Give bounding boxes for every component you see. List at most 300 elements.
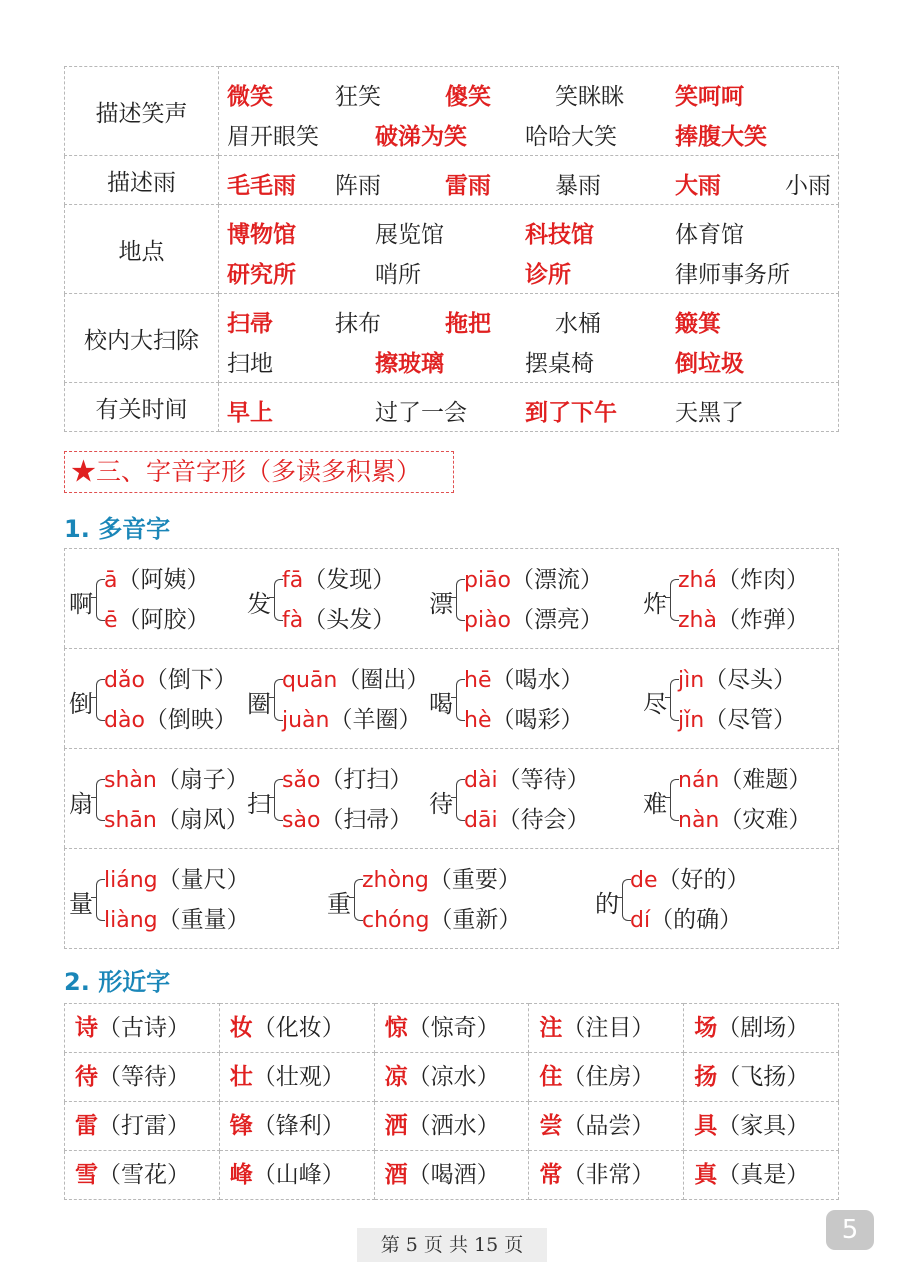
vocab-word: 扫地: [227, 351, 273, 377]
similar-word: 家具: [740, 1113, 787, 1139]
similar-cell: [529, 1151, 684, 1200]
reading-line: [282, 601, 395, 641]
similar-cell: [65, 1151, 220, 1200]
similar-cell: [374, 1151, 529, 1200]
brace-tip-icon: [665, 597, 671, 598]
example-word: 待会: [520, 807, 567, 833]
paren-close: ）: [773, 707, 797, 733]
vocab-word: 倒垃圾: [675, 350, 744, 377]
similar-char: 具: [694, 1112, 718, 1139]
example-word: 倒下: [167, 667, 214, 693]
brace-tip-icon: [91, 597, 97, 598]
paren-open: （: [252, 1113, 276, 1139]
paren-open: （: [562, 1015, 586, 1041]
reading-line: [678, 661, 796, 701]
vocab-row: [65, 67, 839, 156]
brace-tip-icon: [451, 597, 457, 598]
paren-close: ）: [785, 607, 809, 633]
paren-open: （: [562, 1162, 586, 1188]
paren-close: ）: [321, 1113, 345, 1139]
vocab-word: 大雨: [675, 172, 721, 199]
reading-line: [678, 801, 811, 841]
vocab-word: 早上: [227, 399, 273, 426]
paren-open: （: [98, 1162, 121, 1188]
pinyin: hè: [464, 708, 492, 733]
paren-open: （: [156, 807, 180, 833]
pinyin: dāi: [464, 808, 498, 833]
example-word: 好的: [680, 867, 727, 893]
similar-char: 场: [694, 1014, 718, 1041]
pinyin: sǎo: [282, 768, 321, 793]
polyphone-char: 扫: [247, 790, 271, 818]
similar-cell: [65, 1004, 220, 1053]
reading-line: [464, 661, 583, 701]
similar-word: 凉水: [430, 1064, 477, 1090]
paren-open: （: [650, 907, 674, 933]
similar-word: 等待: [121, 1064, 167, 1090]
paren-close: ）: [580, 567, 604, 593]
vocab-words: [219, 383, 839, 432]
reading-line: [678, 761, 811, 801]
brace-tip-icon: [91, 897, 97, 898]
similar-char: 住: [539, 1063, 563, 1090]
paren-open: （: [407, 1015, 431, 1041]
similar-char: 诗: [75, 1014, 98, 1041]
pinyin: ē: [104, 608, 118, 633]
polyphone-char: 待: [429, 790, 453, 818]
vocab-word: 哈哈大笑: [525, 124, 617, 150]
pinyin: juàn: [282, 708, 330, 733]
pinyin: hē: [464, 668, 492, 693]
similar-heading: [64, 962, 170, 997]
example-word: 喝彩: [514, 707, 561, 733]
similar-word: 锋利: [275, 1113, 322, 1139]
vocab-word: 狂笑: [335, 84, 381, 110]
example-word: 重新: [452, 907, 499, 933]
vocab-words: [219, 156, 839, 205]
reading-line: [464, 801, 590, 841]
pinyin: chóng: [362, 908, 430, 933]
pinyin: shàn: [104, 768, 157, 793]
paren-open: （: [144, 667, 168, 693]
pinyin: nán: [678, 768, 720, 793]
paren-open: （: [497, 807, 521, 833]
polyphone-char: 扇: [69, 790, 93, 818]
example-word: 灾难: [742, 807, 789, 833]
vocab-word: 到了下午: [525, 399, 617, 426]
vocab-word: 抹布: [335, 311, 381, 337]
vocab-words: [219, 294, 839, 383]
reading-line: [282, 561, 395, 601]
vocab-line: [223, 338, 838, 378]
example-word: 等待: [520, 767, 567, 793]
paren-open: （: [717, 1113, 741, 1139]
polyphone-char: 尽: [643, 690, 667, 718]
paren-open: （: [252, 1064, 276, 1090]
pinyin: piāo: [464, 568, 512, 593]
reading-line: [104, 661, 237, 701]
brace-tip-icon: [269, 797, 275, 798]
example-word: 发现: [326, 567, 373, 593]
paren-close: ）: [398, 707, 422, 733]
similar-word: 壮观: [275, 1064, 322, 1090]
paren-close: ）: [321, 1064, 345, 1090]
paren-open: （: [156, 767, 180, 793]
paren-close: ）: [372, 607, 396, 633]
similar-word: 雪花: [121, 1162, 167, 1188]
paren-open: （: [657, 867, 681, 893]
vocab-word: 水桶: [555, 311, 601, 337]
similar-cell: [219, 1053, 374, 1102]
brace-tip-icon: [451, 697, 457, 698]
vocab-words: [219, 67, 839, 156]
vocab-word: 拖把: [445, 310, 491, 337]
vocab-category: 地点: [65, 205, 219, 294]
similar-char: 扬: [694, 1063, 718, 1090]
vocab-word: 科技馆: [525, 221, 594, 248]
paren-open: （: [428, 867, 452, 893]
paren-close: ）: [476, 1064, 500, 1090]
vocab-line: [223, 111, 838, 151]
similar-word: 住房: [585, 1064, 632, 1090]
vocab-line: [223, 71, 838, 111]
similar-cell: [684, 1102, 839, 1151]
paren-open: （: [98, 1064, 121, 1090]
similar-char: 妆: [229, 1014, 253, 1041]
reading-line: [362, 861, 521, 901]
vocab-line: [223, 160, 838, 200]
polyphone-heading: [64, 509, 170, 544]
similar-word: 惊奇: [430, 1015, 477, 1041]
similar-char: 待: [75, 1063, 98, 1090]
reading-line: [678, 561, 809, 601]
paren-close: ）: [719, 907, 743, 933]
paren-close: ）: [498, 907, 522, 933]
brace-tip-icon: [269, 597, 275, 598]
brace-tip-icon: [269, 697, 275, 698]
reading-line: [464, 561, 603, 601]
reading-line: [104, 901, 250, 941]
pinyin: liáng: [104, 868, 158, 893]
pinyin: jìn: [678, 668, 705, 693]
similar-heading-num: 2.: [64, 968, 90, 996]
example-word: 漂亮: [534, 607, 581, 633]
polyphone-row: [64, 748, 839, 848]
reading-line: [104, 801, 249, 841]
paren-close: ）: [726, 867, 750, 893]
paren-open: （: [511, 607, 535, 633]
paren-close: ）: [631, 1162, 655, 1188]
vocab-category: 有关时间: [65, 383, 219, 432]
reading-line: [630, 861, 750, 901]
example-word: 炸弹: [739, 607, 786, 633]
similar-word: 喝酒: [430, 1162, 477, 1188]
paren-open: （: [303, 607, 327, 633]
page-number-badge: 5: [826, 1210, 874, 1250]
polyphone-char: 啊: [69, 590, 93, 618]
similar-heading-text: 形近字: [98, 967, 171, 996]
reading-line: [104, 861, 250, 901]
brace-tip-icon: [91, 797, 97, 798]
example-word: 扫帚: [343, 807, 390, 833]
paren-open: （: [117, 607, 141, 633]
paren-close: ）: [580, 607, 604, 633]
paren-close: ）: [566, 807, 590, 833]
paren-close: ）: [786, 1015, 810, 1041]
vocab-word: 过了一会: [375, 400, 467, 426]
brace-tip-icon: [665, 697, 671, 698]
paren-open: （: [157, 907, 181, 933]
paren-close: ）: [389, 807, 413, 833]
pinyin: sào: [282, 808, 321, 833]
similar-cell: [219, 1151, 374, 1200]
polyphone-grid: [64, 548, 839, 949]
paren-open: （: [98, 1113, 121, 1139]
paren-open: （: [497, 767, 521, 793]
paren-close: ）: [167, 1015, 190, 1041]
similar-word: 化妆: [275, 1015, 322, 1041]
paren-open: （: [719, 767, 743, 793]
similar-row: [65, 1053, 839, 1102]
vocab-word: 笑呵呵: [675, 83, 744, 110]
similar-char: 尝: [539, 1112, 563, 1139]
example-word: 漂流: [534, 567, 581, 593]
paren-close: ）: [167, 1113, 190, 1139]
vocab-word: 研究所: [227, 261, 296, 288]
similar-word: 飞扬: [740, 1064, 787, 1090]
paren-close: ）: [560, 707, 584, 733]
example-word: 打扫: [343, 767, 390, 793]
vocab-word: 笑眯眯: [555, 84, 624, 110]
paren-open: （: [303, 567, 327, 593]
paren-open: （: [98, 1015, 121, 1041]
paren-close: ）: [226, 867, 250, 893]
vocab-word: 毛毛雨: [227, 172, 296, 199]
example-word: 炸肉: [739, 567, 786, 593]
vocab-word: 捧腹大笑: [675, 123, 767, 150]
reading-line: [282, 701, 421, 741]
similar-word: 注目: [585, 1015, 632, 1041]
example-word: 头发: [326, 607, 373, 633]
similar-char: 凉: [384, 1063, 408, 1090]
vocab-line: [223, 298, 838, 338]
pinyin: zhòng: [362, 868, 429, 893]
similar-word: 古诗: [121, 1015, 167, 1041]
paren-close: ）: [213, 707, 237, 733]
polyphone-row: [64, 548, 839, 648]
vocab-words: [219, 205, 839, 294]
paren-open: （: [407, 1113, 431, 1139]
similar-word: 洒水: [430, 1113, 477, 1139]
vocab-word: 傻笑: [445, 83, 491, 110]
paren-open: （: [717, 1064, 741, 1090]
reading-line: [362, 901, 521, 941]
vocab-word: 暴雨: [555, 173, 601, 199]
polyphone-char: 倒: [69, 690, 93, 718]
similar-char: 锋: [229, 1112, 253, 1139]
paren-close: ）: [631, 1113, 655, 1139]
similar-cell: [529, 1102, 684, 1151]
reading-line: [282, 801, 412, 841]
similar-char: 峰: [229, 1161, 253, 1188]
paren-close: ）: [773, 667, 797, 693]
example-word: 阿姨: [140, 567, 187, 593]
section-title: ★三、字音字形（多读多积累）: [64, 451, 454, 493]
polyphone-char: 漂: [429, 590, 453, 618]
paren-close: ）: [225, 807, 249, 833]
polyphone-char: 圈: [247, 690, 271, 718]
similar-cell: [374, 1102, 529, 1151]
similar-cell: [65, 1053, 220, 1102]
example-word: 圈出: [360, 667, 407, 693]
paren-open: （: [717, 1015, 741, 1041]
paren-open: （: [144, 707, 168, 733]
example-word: 扇风: [179, 807, 226, 833]
vocab-table: [64, 66, 839, 432]
reading-line: [464, 701, 583, 741]
polyphone-char: 难: [643, 790, 667, 818]
paren-close: ）: [225, 767, 249, 793]
similar-word: 非常: [585, 1162, 632, 1188]
pinyin: dǎo: [104, 668, 145, 693]
paren-close: ）: [566, 767, 590, 793]
paren-close: ）: [786, 1162, 810, 1188]
reading-line: [104, 601, 210, 641]
reading-line: [678, 601, 809, 641]
similar-char: 雪: [75, 1161, 98, 1188]
paren-close: ）: [406, 667, 430, 693]
paren-close: ）: [785, 567, 809, 593]
brace-tip-icon: [665, 797, 671, 798]
paren-open: （: [117, 567, 141, 593]
example-word: 喝水: [514, 667, 561, 693]
vocab-word: 哨所: [375, 262, 421, 288]
paren-open: （: [252, 1015, 276, 1041]
paren-close: ）: [321, 1162, 345, 1188]
example-word: 扇子: [179, 767, 226, 793]
paren-open: （: [704, 707, 728, 733]
paren-close: ）: [186, 607, 210, 633]
paren-close: ）: [788, 767, 812, 793]
similar-word: 剧场: [740, 1015, 787, 1041]
pinyin: liàng: [104, 908, 158, 933]
paren-open: （: [719, 807, 743, 833]
vocab-category: 校内大扫除: [65, 294, 219, 383]
polyphone-char: 炸: [643, 590, 667, 618]
brace-tip-icon: [451, 797, 457, 798]
vocab-row: [65, 205, 839, 294]
vocab-category: 描述雨: [65, 156, 219, 205]
similar-char: 雷: [75, 1112, 98, 1139]
example-word: 难题: [742, 767, 789, 793]
polyphone-char: 量: [69, 890, 93, 918]
paren-close: ）: [389, 767, 413, 793]
reading-line: [104, 761, 249, 801]
example-word: 量尺: [180, 867, 227, 893]
example-word: 倒映: [167, 707, 214, 733]
similar-char: 惊: [384, 1014, 408, 1041]
similar-cell: [684, 1004, 839, 1053]
vocab-row: [65, 383, 839, 432]
similar-cell: [529, 1053, 684, 1102]
vocab-line: [223, 249, 838, 289]
paren-close: ）: [631, 1015, 655, 1041]
paren-open: （: [717, 1162, 741, 1188]
pinyin: de: [630, 868, 658, 893]
paren-close: ）: [476, 1162, 500, 1188]
pinyin: piào: [464, 608, 512, 633]
similar-char: 注: [539, 1014, 563, 1041]
paren-open: （: [562, 1064, 586, 1090]
polyphone-heading-text: 多音字: [98, 514, 171, 543]
vocab-word: 破涕为笑: [375, 123, 467, 150]
similar-row: [65, 1004, 839, 1053]
similar-cell: [219, 1004, 374, 1053]
paren-open: （: [407, 1162, 431, 1188]
vocab-row: [65, 156, 839, 205]
paren-close: ）: [788, 807, 812, 833]
pinyin: shān: [104, 808, 157, 833]
paren-close: ）: [321, 1015, 345, 1041]
paren-close: ）: [213, 667, 237, 693]
paren-close: ）: [631, 1064, 655, 1090]
vocab-word: 簸箕: [675, 310, 721, 337]
vocab-word: 展览馆: [375, 222, 444, 248]
polyphone-row: [64, 648, 839, 748]
page-footer: 第 5 页 共 15 页: [357, 1228, 547, 1262]
paren-close: ）: [497, 867, 521, 893]
similar-word: 山峰: [275, 1162, 322, 1188]
paren-open: （: [407, 1064, 431, 1090]
pinyin: dài: [464, 768, 498, 793]
similar-char: 真: [694, 1161, 718, 1188]
example-word: 尽头: [727, 667, 774, 693]
pinyin: nàn: [678, 808, 720, 833]
pinyin: zhà: [678, 608, 717, 633]
reading-line: [464, 601, 603, 641]
brace-tip-icon: [617, 897, 623, 898]
pinyin: quān: [282, 668, 338, 693]
vocab-word: 博物馆: [227, 221, 296, 248]
vocab-word: 雷雨: [445, 172, 491, 199]
similar-char: 常: [539, 1161, 563, 1188]
paren-open: （: [491, 707, 515, 733]
similar-word: 真是: [740, 1162, 787, 1188]
paren-open: （: [320, 767, 344, 793]
paren-open: （: [329, 707, 353, 733]
similar-cell: [684, 1151, 839, 1200]
similar-row: [65, 1102, 839, 1151]
pinyin: fà: [282, 608, 304, 633]
paren-close: ）: [786, 1113, 810, 1139]
paren-close: ）: [786, 1064, 810, 1090]
pinyin: zhá: [678, 568, 717, 593]
polyphone-heading-num: 1.: [64, 515, 90, 543]
brace-tip-icon: [91, 697, 97, 698]
brace-tip-icon: [349, 897, 355, 898]
vocab-category: 描述笑声: [65, 67, 219, 156]
reading-line: [104, 701, 237, 741]
paren-open: （: [491, 667, 515, 693]
example-word: 的确: [673, 907, 720, 933]
paren-open: （: [704, 667, 728, 693]
pinyin: dào: [104, 708, 145, 733]
paren-open: （: [337, 667, 361, 693]
example-word: 重要: [451, 867, 498, 893]
similar-word: 打雷: [121, 1113, 167, 1139]
reading-line: [282, 661, 429, 701]
paren-close: ）: [167, 1162, 190, 1188]
